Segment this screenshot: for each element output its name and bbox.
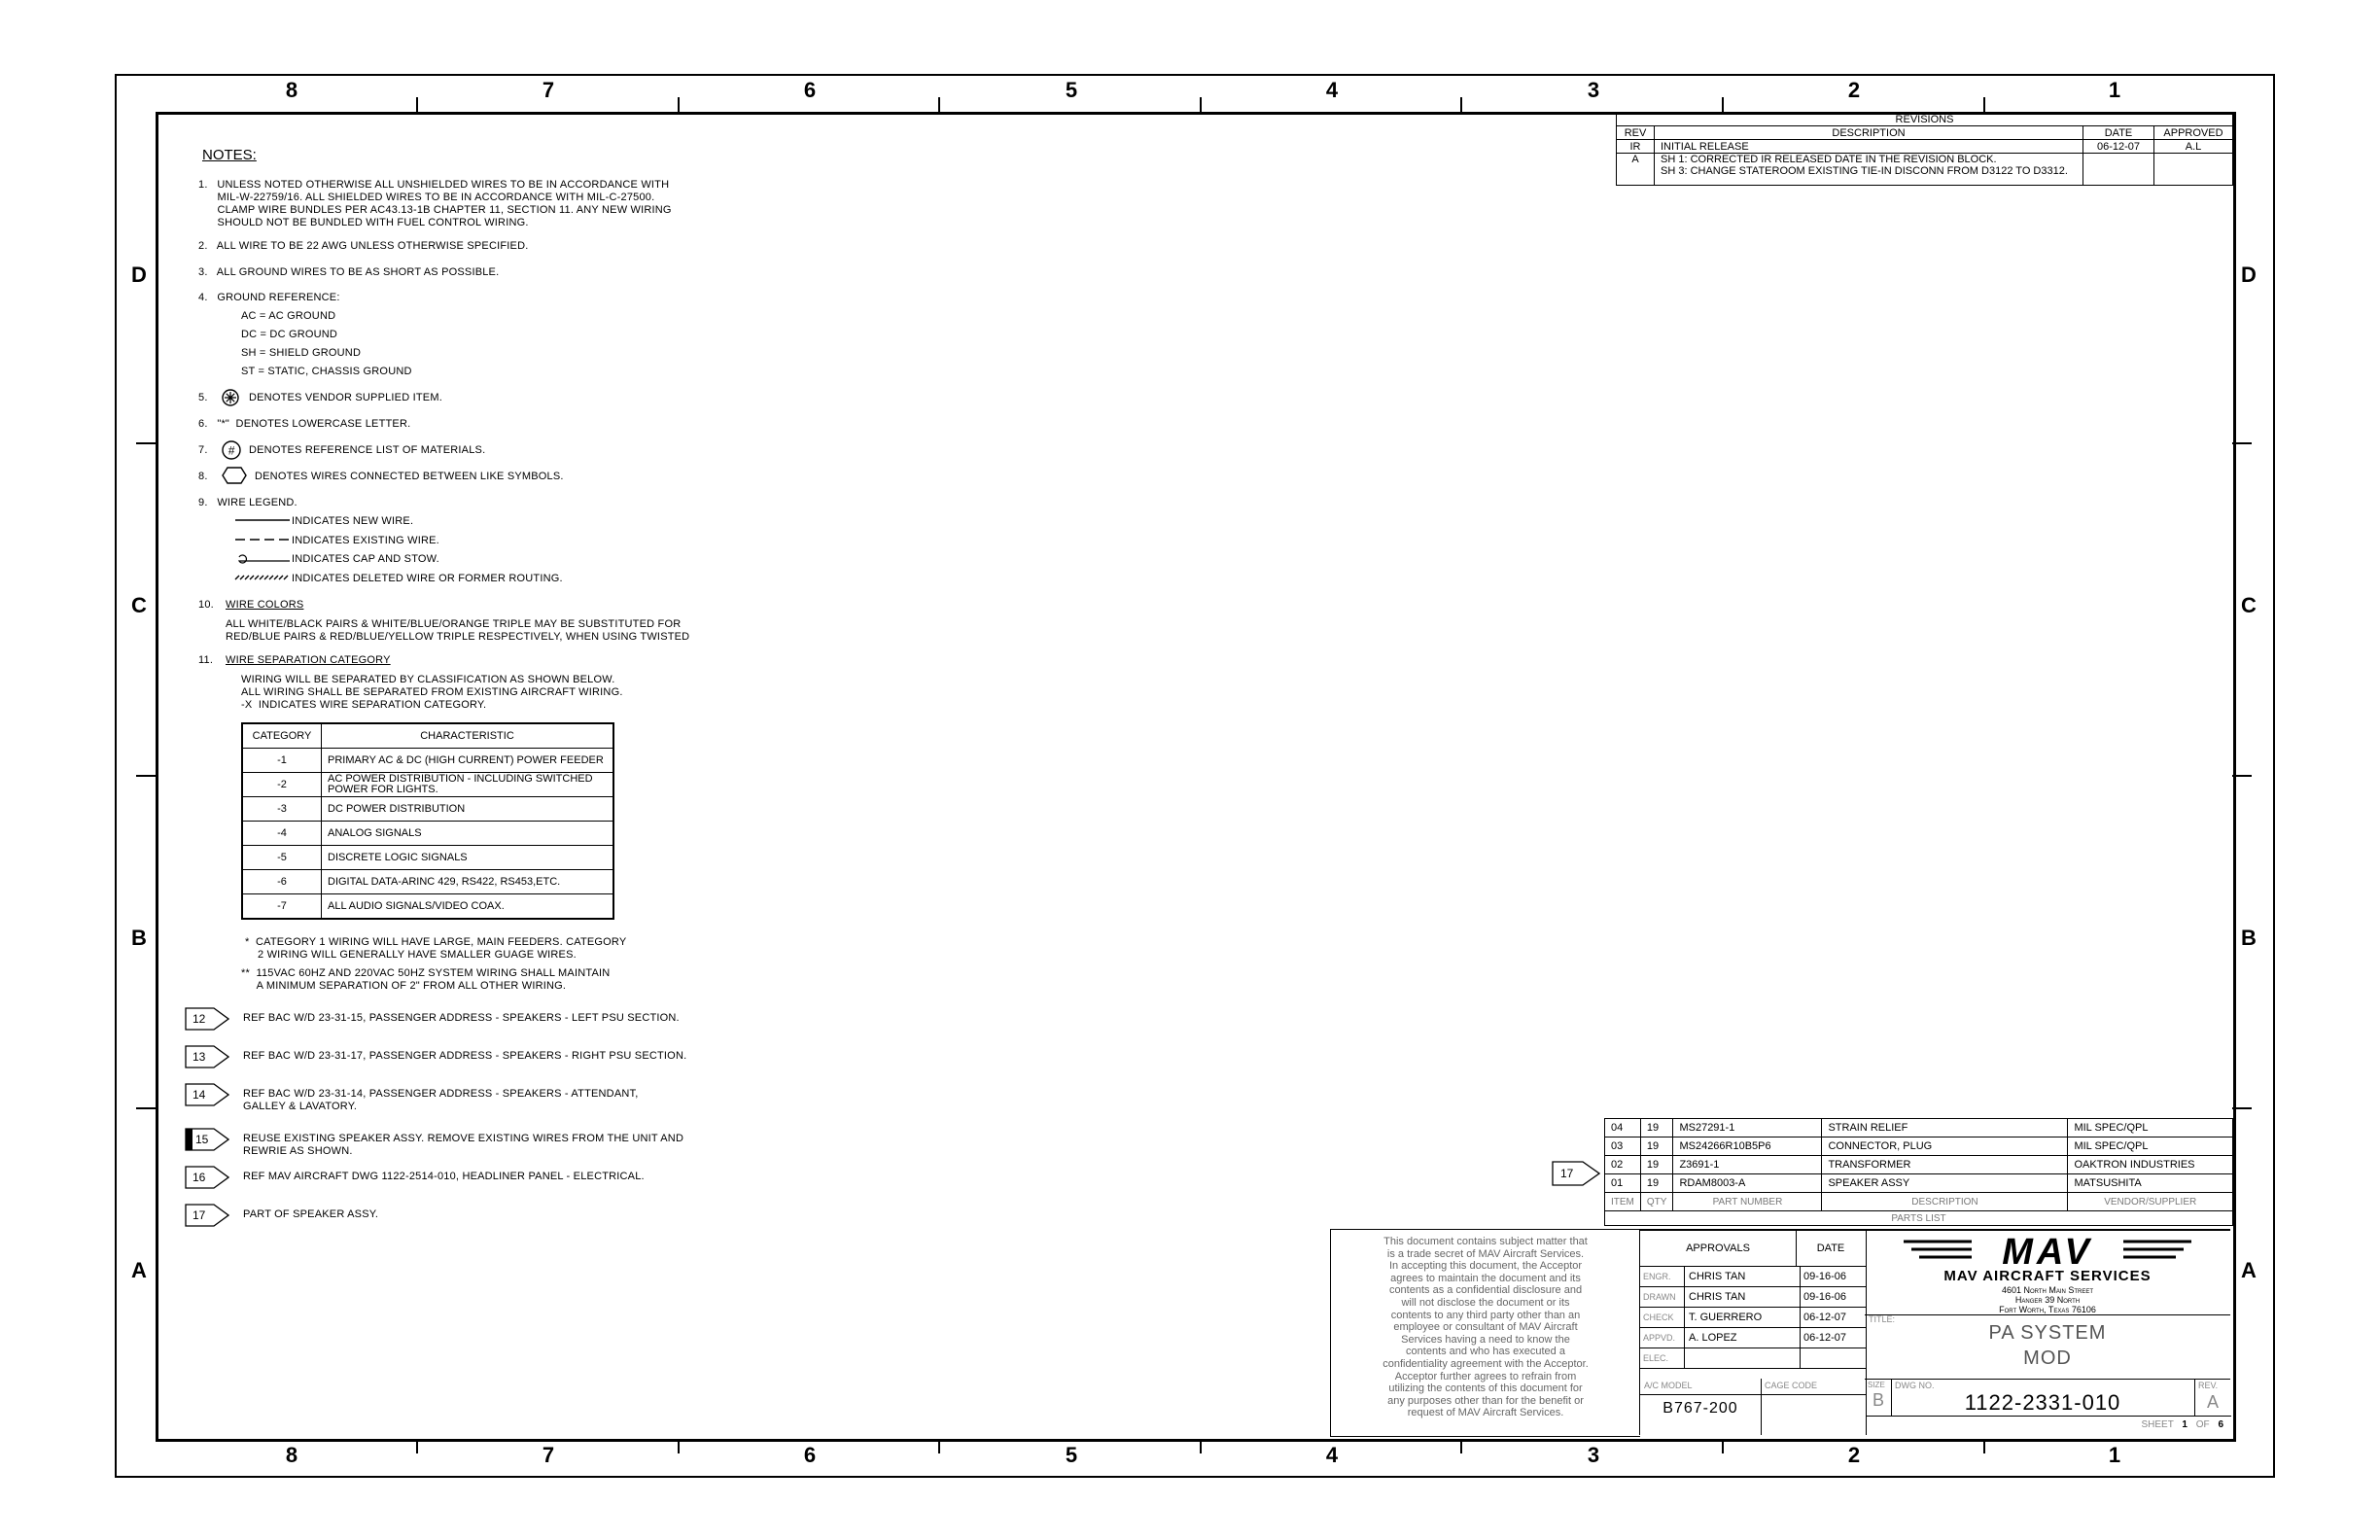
proprietary-box bbox=[1330, 1229, 1640, 1437]
drawing-title-line2: MOD bbox=[2023, 1348, 2072, 1369]
separation-footnote-1: * CATEGORY 1 WIRING WILL HAVE LARGE, MAIN FEEDERS. CATEGORY 2 WIRING WILL GENERALLY HAVE SMALLER GUAGE WIRES. bbox=[245, 936, 627, 961]
dwg-no-cell bbox=[1891, 1379, 2195, 1417]
address-line: 4601 North Main Street bbox=[2001, 1285, 2094, 1295]
vendor-cell: MIL SPEC/QPL bbox=[2068, 1119, 2233, 1138]
characteristic-header: CHARACTERISTIC bbox=[322, 723, 614, 749]
qty-cell: 19 bbox=[1640, 1174, 1673, 1193]
zone-label: 1 bbox=[2108, 78, 2121, 102]
zone-label: 5 bbox=[1065, 78, 1078, 102]
characteristic-cell: ANALOG SIGNALS bbox=[322, 822, 614, 846]
note-11-title: WIRE SEPARATION CATEGORY bbox=[226, 654, 391, 666]
zone-label: 7 bbox=[542, 1443, 555, 1467]
size-cell bbox=[1866, 1379, 1892, 1417]
zone-label: 6 bbox=[803, 78, 817, 102]
flag-text: REF MAV AIRCRAFT DWG 1122-2514-010, HEADLINER PANEL - ELECTRICAL. bbox=[243, 1171, 645, 1182]
characteristic-cell: DIGITAL DATA-ARINC 429, RS422, RS453,ETC. bbox=[322, 870, 614, 894]
cage-code-cell bbox=[1761, 1379, 1867, 1435]
flag-text: REF BAC W/D 23-31-15, PASSENGER ADDRESS - SPEAKERS - LEFT PSU SECTION. bbox=[243, 1012, 680, 1024]
approvals-block bbox=[1639, 1229, 1867, 1395]
ac-model-value: B767-200 bbox=[1662, 1400, 1738, 1417]
note-3: 3. ALL GROUND WIRES TO BE AS SHORT AS POSSIBLE. bbox=[198, 266, 500, 278]
flag-text: REF BAC W/D 23-31-14, PASSENGER ADDRESS - SPEAKERS - ATTENDANT, GALLEY & LAVATORY. bbox=[243, 1088, 639, 1112]
approvals-header: APPROVALS bbox=[1640, 1231, 1797, 1267]
desc-header: DESCRIPTION bbox=[1655, 126, 2083, 140]
flag-note-14 bbox=[185, 1083, 639, 1112]
zone-label: 4 bbox=[1325, 78, 1339, 102]
approval-date: 09-16-06 bbox=[1803, 1271, 1847, 1282]
legend-cap-stow: INDICATES CAP AND STOW. bbox=[292, 553, 439, 565]
category-cell: -3 bbox=[242, 797, 322, 822]
approval-date: 06-12-07 bbox=[1803, 1332, 1847, 1344]
note-10-body: ALL WHITE/BLACK PAIRS & WHITE/BLUE/ORANGE TRIPLE MAY BE SUBSTITUTED FOR RED/BLUE PAIRS & RED/BLUE/YELLOW TRIPLE RESPECTIVELY, WHEN USING TWISTED bbox=[226, 618, 690, 643]
company-block bbox=[1865, 1229, 2230, 1315]
wire-legend-symbols bbox=[233, 514, 292, 592]
note-6: 6. "*" DENOTES LOWERCASE LETTER. bbox=[198, 418, 411, 430]
zone-label: 4 bbox=[1325, 1443, 1339, 1467]
note-7: DENOTES REFERENCE LIST OF MATERIALS. bbox=[249, 444, 486, 456]
zone-label: D bbox=[131, 262, 147, 287]
part-number-cell: Z3691-1 bbox=[1673, 1156, 1822, 1174]
legend-deleted: INDICATES DELETED WIRE OR FORMER ROUTING. bbox=[292, 573, 563, 584]
size-label: SIZE bbox=[1868, 1381, 1885, 1389]
zone-label: A bbox=[131, 1258, 147, 1282]
qty-header: QTY bbox=[1640, 1193, 1673, 1211]
note-8-number: 8. bbox=[198, 471, 208, 482]
revisions-title: REVISIONS bbox=[1617, 113, 2233, 126]
note-8: DENOTES WIRES CONNECTED BETWEEN LIKE SYMBOLS. bbox=[255, 471, 564, 482]
approved-header: APPROVED bbox=[2154, 126, 2233, 140]
category-cell: -6 bbox=[242, 870, 322, 894]
corner-mark bbox=[115, 74, 154, 113]
approval-name: CHRIS TAN bbox=[1685, 1287, 1801, 1307]
sheet-label: SHEET bbox=[2141, 1419, 2174, 1430]
zone-label: 6 bbox=[803, 1443, 817, 1467]
zone-label: 5 bbox=[1065, 1443, 1078, 1467]
description-cell: SPEAKER ASSY bbox=[1822, 1174, 2068, 1193]
note-4: 4. GROUND REFERENCE: bbox=[198, 292, 340, 303]
notes-title: NOTES: bbox=[202, 147, 257, 163]
part-number-cell: MS27291-1 bbox=[1673, 1119, 1822, 1138]
characteristic-cell: DISCRETE LOGIC SIGNALS bbox=[322, 846, 614, 870]
sheet-total: 6 bbox=[2218, 1419, 2223, 1430]
approval-role: ELEC. bbox=[1640, 1348, 1685, 1368]
zone-label: 8 bbox=[285, 1443, 298, 1467]
logo-text: MAV bbox=[2002, 1235, 2093, 1268]
flag-number: 17 bbox=[192, 1208, 206, 1222]
item-cell: 01 bbox=[1605, 1174, 1641, 1193]
approval-date: 09-16-06 bbox=[1803, 1291, 1847, 1303]
flag-note-17 bbox=[185, 1204, 379, 1232]
separation-footnote-2: ** 115VAC 60HZ AND 220VAC 50HZ SYSTEM WIRING SHALL MAINTAIN A MINIMUM SEPARATION OF 2" FROM ALL OTHER WIRING. bbox=[241, 967, 611, 992]
item-cell: 04 bbox=[1605, 1119, 1641, 1138]
characteristic-cell: ALL AUDIO SIGNALS/VIDEO COAX. bbox=[322, 894, 614, 920]
note-2: 2. ALL WIRE TO BE 22 AWG UNLESS OTHERWISE SPECIFIED. bbox=[198, 240, 529, 252]
reference-list-icon bbox=[222, 440, 241, 460]
zone-label: 2 bbox=[1847, 78, 1861, 102]
flag-text: REUSE EXISTING SPEAKER ASSY. REMOVE EXISTING WIRES FROM THE UNIT AND REWRIE AS SHOWN. bbox=[243, 1133, 684, 1157]
part-number-cell: RDAM8003-A bbox=[1673, 1174, 1822, 1193]
approval-role: APPVD. bbox=[1640, 1328, 1685, 1348]
approval-name: T. GUERRERO bbox=[1685, 1308, 1801, 1327]
vendor-cell: MATSUSHITA bbox=[2068, 1174, 2233, 1193]
legend-new: INDICATES NEW WIRE. bbox=[292, 515, 414, 527]
flag-note-12 bbox=[185, 1007, 680, 1035]
approval-name: CHRIS TAN bbox=[1685, 1267, 1801, 1286]
rev-label: REV. bbox=[2198, 1381, 2219, 1390]
approval-date bbox=[1801, 1348, 1803, 1368]
approval-role: DRAWN bbox=[1640, 1287, 1685, 1307]
item-cell: 03 bbox=[1605, 1138, 1641, 1156]
note-5-number: 5. bbox=[198, 392, 208, 403]
company-address bbox=[1865, 1285, 2230, 1314]
desc-cell: INITIAL RELEASE bbox=[1655, 140, 2083, 154]
item-header: ITEM bbox=[1605, 1193, 1641, 1211]
zone-label: C bbox=[131, 593, 147, 617]
note-10-number: 10. bbox=[198, 599, 214, 611]
rev-cell: A bbox=[1617, 154, 1655, 186]
note-4-ac: AC = AC GROUND bbox=[241, 310, 336, 322]
qty-cell: 19 bbox=[1640, 1156, 1673, 1174]
date-cell bbox=[2083, 154, 2154, 186]
rev-value: A bbox=[2206, 1392, 2219, 1412]
flag-note-13 bbox=[185, 1045, 687, 1073]
drawing-number-row bbox=[1639, 1379, 2231, 1435]
rev-cell bbox=[2194, 1379, 2231, 1417]
description-cell: TRANSFORMER bbox=[1822, 1156, 2068, 1174]
revisions-block bbox=[1616, 112, 2233, 186]
legend-existing: INDICATES EXISTING WIRE. bbox=[292, 535, 439, 546]
sheet-indicator bbox=[2141, 1419, 2223, 1430]
category-cell: -1 bbox=[242, 749, 322, 773]
approved-cell bbox=[2154, 154, 2233, 186]
zone-label: A bbox=[2241, 1258, 2257, 1282]
company-name: MAV AIRCRAFT SERVICES bbox=[1943, 1268, 2152, 1284]
vendor-cell: OAKTRON INDUSTRIES bbox=[2068, 1156, 2233, 1174]
approval-role: CHECK bbox=[1640, 1308, 1685, 1327]
rev-header: REV bbox=[1617, 126, 1655, 140]
zone-label: C bbox=[2241, 593, 2257, 617]
part-number-cell: MS24266R10B5P6 bbox=[1673, 1138, 1822, 1156]
size-value: B bbox=[1872, 1390, 1884, 1410]
zone-label: 3 bbox=[1587, 78, 1600, 102]
characteristic-cell: DC POWER DISTRIBUTION bbox=[322, 797, 614, 822]
flag-text: REF BAC W/D 23-31-17, PASSENGER ADDRESS - SPEAKERS - RIGHT PSU SECTION. bbox=[243, 1050, 687, 1062]
flag-number: 13 bbox=[192, 1050, 206, 1064]
note-10-title: WIRE COLORS bbox=[226, 599, 304, 611]
dwg-no-value: 1122-2331-010 bbox=[1964, 1390, 2121, 1415]
date-cell: 06-12-07 bbox=[2083, 140, 2154, 154]
category-cell: -4 bbox=[242, 822, 322, 846]
zone-label: B bbox=[131, 926, 147, 950]
approved-cell: A.L bbox=[2154, 140, 2233, 154]
flag-number: 17 bbox=[1560, 1167, 1574, 1180]
description-cell: CONNECTOR, PLUG bbox=[1822, 1138, 2068, 1156]
mav-logo bbox=[1865, 1235, 2230, 1268]
zone-label: 8 bbox=[285, 78, 298, 102]
approval-date: 06-12-07 bbox=[1803, 1312, 1847, 1323]
zone-label: B bbox=[2241, 926, 2257, 950]
flag-note-16 bbox=[185, 1166, 645, 1194]
zone-label: 3 bbox=[1587, 1443, 1600, 1467]
characteristic-cell: PRIMARY AC & DC (HIGH CURRENT) POWER FEEDER bbox=[322, 749, 614, 773]
category-cell: -5 bbox=[242, 846, 322, 870]
item-cell: 02 bbox=[1605, 1156, 1641, 1174]
svg-text:#: # bbox=[228, 443, 235, 458]
drawing-title-line1: PA SYSTEM bbox=[1988, 1322, 2107, 1344]
note-9: 9. WIRE LEGEND. bbox=[198, 497, 298, 508]
characteristic-cell: AC POWER DISTRIBUTION - INCLUDING SWITCHED POWER FOR LIGHTS. bbox=[322, 773, 614, 797]
qty-cell: 19 bbox=[1640, 1138, 1673, 1156]
date-header: DATE bbox=[2083, 126, 2154, 140]
zone-label: 2 bbox=[1847, 1443, 1861, 1467]
flag-number: 14 bbox=[192, 1088, 206, 1102]
title-block bbox=[1865, 1312, 2230, 1380]
approval-name bbox=[1685, 1348, 1801, 1368]
cage-code-label: CAGE CODE bbox=[1765, 1381, 1818, 1390]
approval-name: A. LOPEZ bbox=[1685, 1328, 1801, 1348]
qty-cell: 19 bbox=[1640, 1119, 1673, 1138]
flag-number: 16 bbox=[192, 1171, 206, 1184]
title-label: TITLE: bbox=[1869, 1314, 1896, 1324]
part-number-header: PART NUMBER bbox=[1673, 1193, 1822, 1211]
proprietary-notice: This document contains subject matter that is a trade secret of MAV Aircraft Services. In accepting this document, the Acceptor agrees to maintain the document and its contents as a confidential disclosure and will not disclose the document or its contents to any third party other than an employee or consultant of MAV Aircraft Services having a need to know the contents and who has executed a confidentiality agreement with the Acceptor. Acceptor further agrees to refrain from utilizing the contents of this document for any purposes other than for the benefit or request of MAV Aircraft Services. bbox=[1382, 1236, 1589, 1419]
note-11-body: WIRING WILL BE SEPARATED BY CLASSIFICATION AS SHOWN BELOW. ALL WIRING SHALL BE SEPARATED FROM EXISTING AIRCRAFT WIRING. -X INDICATES WIRE SEPARATION CATEGORY. bbox=[241, 674, 623, 711]
category-header: CATEGORY bbox=[242, 723, 322, 749]
sheet-row bbox=[1866, 1416, 2231, 1435]
address-line: Fort Worth, Texas 76106 bbox=[1999, 1305, 2096, 1314]
flag-note-15 bbox=[185, 1128, 684, 1157]
description-cell: STRAIN RELIEF bbox=[1822, 1119, 2068, 1138]
approvals-date-header: DATE bbox=[1796, 1231, 1866, 1267]
zone-label: 1 bbox=[2108, 1443, 2121, 1467]
category-cell: -2 bbox=[242, 773, 322, 797]
vendor-header: VENDOR/SUPPLIER bbox=[2068, 1193, 2233, 1211]
parts-flag-17 bbox=[1552, 1161, 1600, 1191]
rev-cell: IR bbox=[1617, 140, 1655, 154]
approval-role: ENGR. bbox=[1640, 1267, 1685, 1286]
description-header: DESCRIPTION bbox=[1822, 1193, 2068, 1211]
category-cell: -7 bbox=[242, 894, 322, 920]
note-4-dc: DC = DC GROUND bbox=[241, 329, 338, 340]
note-1: 1. UNLESS NOTED OTHERWISE ALL UNSHIELDED WIRES TO BE IN ACCORDANCE WITH MIL-W-22759/16. ALL SHIELDED WIRES TO BE IN ACCORDANCE WITH MIL-C-27500. CLAMP WIRE BUNDLES PER AC43.13-1B CHAPTER 11, SECTION 11. ANY NEW WIRING SHOULD NOT BE BUNDLED WITH FUEL CONTROL WIRING. bbox=[198, 179, 672, 228]
flag-number: 15 bbox=[195, 1133, 209, 1146]
zone-label: D bbox=[2241, 262, 2257, 287]
parts-list bbox=[1604, 1118, 2233, 1226]
dwg-no-label: DWG NO. bbox=[1895, 1381, 1935, 1390]
note-5: DENOTES VENDOR SUPPLIED ITEM. bbox=[249, 392, 442, 403]
note-4-sh: SH = SHIELD GROUND bbox=[241, 347, 362, 359]
zone-label: 7 bbox=[542, 78, 555, 102]
sheet-number: 1 bbox=[2182, 1419, 2188, 1430]
vendor-cell: MIL SPEC/QPL bbox=[2068, 1138, 2233, 1156]
note-11-number: 11. bbox=[198, 654, 214, 666]
flag-number: 12 bbox=[192, 1012, 206, 1026]
note-4-st: ST = STATIC, CHASSIS GROUND bbox=[241, 366, 412, 377]
flag-text: PART OF SPEAKER ASSY. bbox=[243, 1208, 379, 1220]
note-7-number: 7. bbox=[198, 444, 208, 456]
ac-model-cell bbox=[1640, 1379, 1762, 1435]
vendor-supplied-icon bbox=[222, 389, 239, 406]
desc-cell: SH 1: CORRECTED IR RELEASED DATE IN THE REVISION BLOCK. SH 3: CHANGE STATEROOM EXISTING TIE-IN DISCONN FROM D3122 TO D3312. bbox=[1655, 154, 2083, 186]
of-label: OF bbox=[2195, 1419, 2210, 1430]
hexagon-icon bbox=[222, 467, 247, 484]
ac-model-label: A/C MODEL bbox=[1644, 1381, 1693, 1390]
parts-list-title: PARTS LIST bbox=[1605, 1211, 2233, 1226]
separation-table bbox=[241, 722, 614, 920]
address-line: Hanger 39 North bbox=[2014, 1295, 2081, 1305]
